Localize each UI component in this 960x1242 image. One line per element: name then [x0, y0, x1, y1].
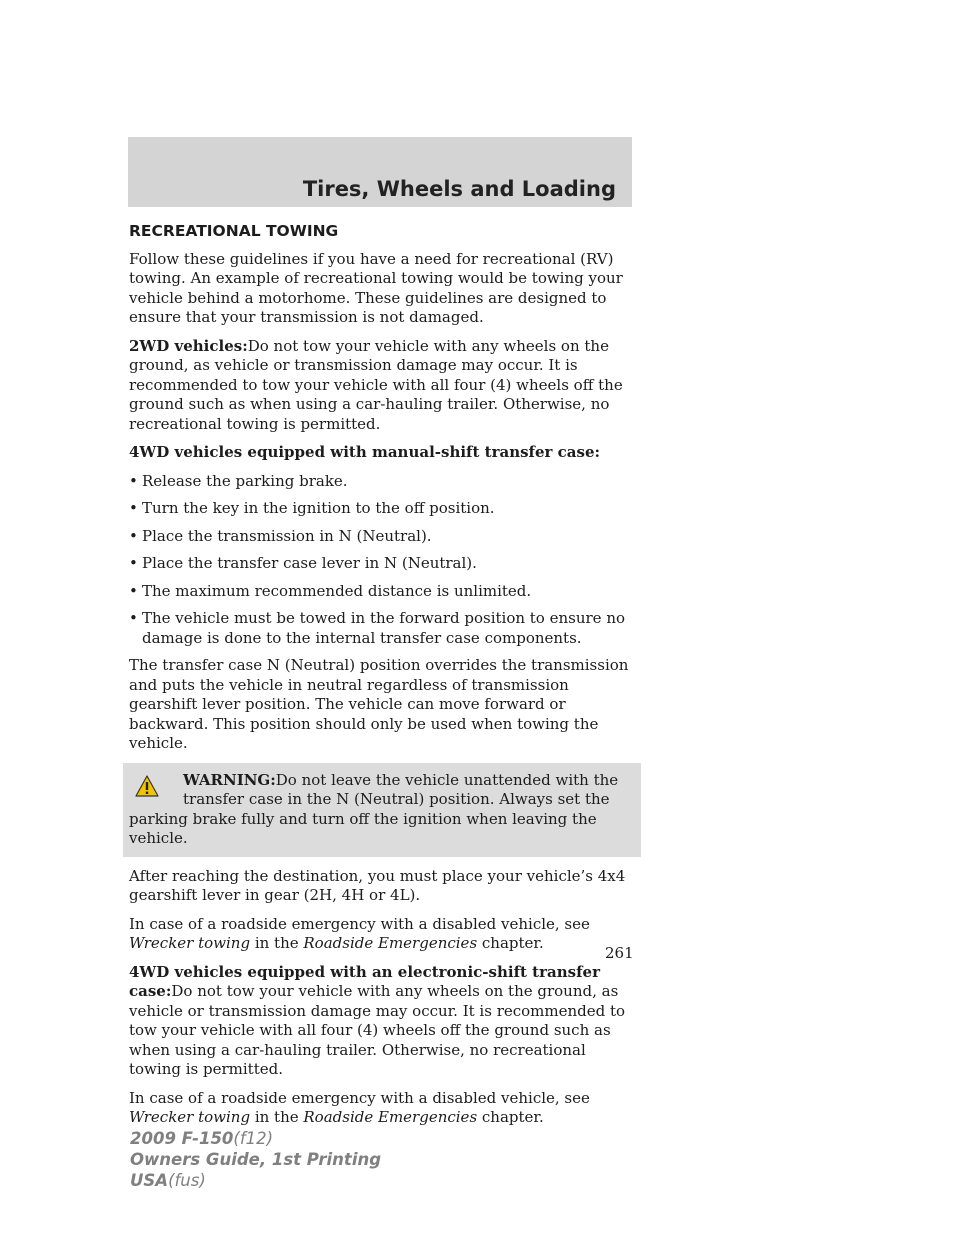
- warning-label: WARNING:: [183, 770, 276, 789]
- roadside-paragraph-2: [129, 1089, 635, 1128]
- list-item: [129, 609, 635, 648]
- footer-line-2: Owners Guide, 1st Printing: [130, 1150, 382, 1169]
- twowd-label: 2WD vehicles:: [129, 336, 248, 355]
- footer-line-1: [130, 1128, 381, 1149]
- list-item: [129, 472, 635, 492]
- footer-model: 2009 F-150: [130, 1129, 234, 1148]
- chapter-title: Tires, Wheels and Loading: [302, 177, 616, 201]
- bullet-text: The maximum recommended distance is unlimited.: [142, 581, 532, 600]
- page-number: 261: [605, 944, 634, 962]
- bullet-glyph: •: [129, 471, 138, 490]
- intro-paragraph: Follow these guidelines if you have a need for recreational (RV) towing. An example of recreational towing would be towing your vehicle behind a motorhome. These guidelines are designed to ensure that your transmission is not damaged.: [129, 249, 623, 326]
- neutral-note: The transfer case N (Neutral) position overrides the transmission and puts the vehicle in neutral regardless of transmission gearshift lever position. The vehicle can move forward or backward. This position should only be used when towing the vehicle.: [129, 656, 629, 752]
- manual-bullet-list: [129, 472, 635, 649]
- bullet-text: Place the transfer case lever in N (Neutral).: [142, 554, 477, 572]
- section-title: RECREATIONAL TOWING: [129, 222, 339, 240]
- warning-triangle-icon: [135, 775, 159, 797]
- roadside-mid: in the: [250, 934, 304, 952]
- footer-market: USA: [130, 1171, 169, 1190]
- roadside-pre: In case of a roadside emergency with a disabled vehicle, see: [129, 1088, 590, 1107]
- header-band: [128, 137, 632, 207]
- twowd-text: Do not tow your vehicle with any wheels on the ground, as vehicle or transmission damage may occur. It is recommended to tow your vehicle with all four (4) wheels off the ground such as when using a car-hauling trailer. Otherwise, no recreational towing is permitted.: [129, 336, 623, 433]
- manual-heading: 4WD vehicles equipped with manual-shift transfer case:: [129, 443, 601, 461]
- page-content: [129, 222, 635, 1137]
- roadside-post: chapter.: [477, 1108, 544, 1126]
- roadside-pre: In case of a roadside emergency with a disabled vehicle, see: [129, 914, 590, 933]
- roadside-chapter-ref: Roadside Emergencies: [303, 934, 478, 952]
- after-paragraph: After reaching the destination, you must place your vehicle’s 4x4 gearshift lever in gear (2H, 4H or 4L).: [129, 866, 626, 904]
- bullet-glyph: •: [129, 526, 138, 545]
- bullet-text: Turn the key in the ignition to the off position.: [142, 499, 495, 517]
- electronic-paragraph: [129, 963, 635, 1080]
- bullet-glyph: •: [129, 609, 138, 627]
- bullet-text: The vehicle must be towed in the forward position to ensure no damage is done to the internal transfer case components.: [142, 609, 626, 647]
- list-item: [129, 499, 635, 519]
- wrecker-towing-link[interactable]: Wrecker towing: [129, 934, 251, 952]
- warning-box: [123, 763, 641, 857]
- electronic-text: Do not tow your vehicle with any wheels on the ground, as vehicle or transmission damage may occur. It is recommended to tow your vehicle with all four (4) wheels off the ground such as when using a car-hauling trailer. Otherwise, no recreational towing is permitted.: [129, 982, 626, 1078]
- list-item: [129, 582, 635, 602]
- bullet-glyph: •: [129, 581, 138, 600]
- list-item: [129, 527, 635, 547]
- wrecker-towing-link[interactable]: Wrecker towing: [129, 1108, 251, 1126]
- bullet-glyph: •: [129, 499, 138, 517]
- electronic-label: 4WD vehicles equipped with an electronic-shift transfer case:: [129, 962, 600, 1000]
- footer-code: (f12): [233, 1129, 274, 1148]
- roadside-chapter-ref: Roadside Emergencies: [303, 1108, 478, 1126]
- list-item: [129, 554, 635, 574]
- warning-text: Do not leave the vehicle unattended with the transfer case in the N (Neutral) position. Always set the parking brake fully and turn off the ignition when leaving the vehicle.: [129, 770, 619, 847]
- twowd-paragraph: [129, 337, 635, 435]
- roadside-post: chapter.: [477, 934, 544, 952]
- footer-market-code: (fus): [168, 1171, 206, 1190]
- footer-imprint: [130, 1128, 381, 1191]
- bullet-text: Place the transmission in N (Neutral).: [142, 526, 432, 545]
- bullet-text: Release the parking brake.: [142, 471, 348, 490]
- roadside-mid: in the: [250, 1108, 304, 1126]
- bullet-glyph: •: [129, 554, 138, 572]
- roadside-paragraph-1: [129, 915, 635, 954]
- footer-line-3: [130, 1170, 381, 1191]
